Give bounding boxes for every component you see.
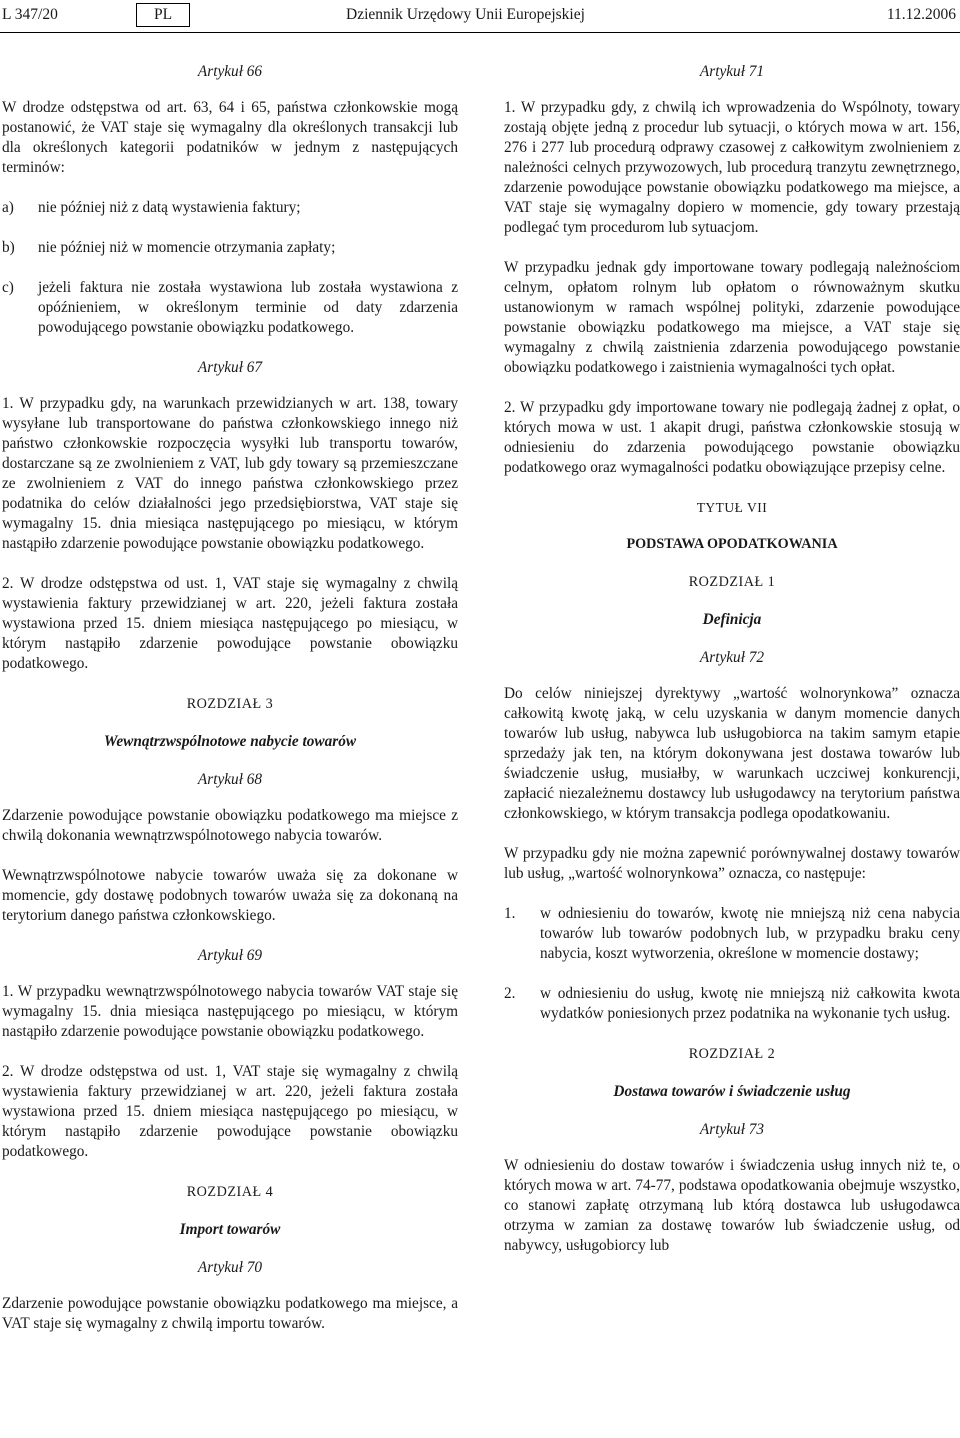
list-item	[2, 198, 458, 218]
chapter-3-label: ROZDZIAŁ 3	[186, 696, 274, 712]
list-item-label: 2.	[504, 985, 516, 1002]
article-66-heading: Artykuł 66	[197, 63, 263, 80]
list-item-text: w odniesieniu do usług, kwotę nie mniejszą niż całkowita kwota wydatków poniesionych przez podatnika na wykonanie tych usług.	[540, 985, 960, 1022]
article-69-heading: Artykuł 69	[197, 947, 263, 964]
right-column	[504, 62, 960, 1256]
list-item-text: jeżeli faktura nie została wystawiona lub została wystawiona z opóźnieniem, w określonym terminie od daty zdarzenia powodującego powstanie obowiązku podatkowego.	[38, 279, 458, 336]
journal-title: Dziennik Urzędowy Unii Europejskiej	[346, 6, 585, 23]
page-reference: L 347/20	[2, 6, 58, 23]
title-7-name: PODSTAWA OPODATKOWANIA	[626, 536, 838, 552]
article-71-para-3: 2. W przypadku gdy importowane towary nie podlegają żadnej z opłat, o których mowa w ust. 1 akapit drugi, państwa członkowskie stosują w odniesieniu do zdarzenia powodującego powstanie obowiązku podatkowego oraz wymagalności podatku obowiązujące przepisy celne.	[504, 399, 960, 476]
title-7-label: TYTUŁ VII	[696, 500, 768, 515]
article-72-para-2: W przypadku gdy nie można zapewnić porównywalnej dostawy towarów lub usług, „wartość wolnorynkowa” oznacza, co następuje:	[504, 845, 960, 882]
chapter-2-title: Dostawa towarów i świadczenie usług	[613, 1083, 851, 1100]
article-68-para-1: Zdarzenie powodujące powstanie obowiązku podatkowego ma miejsce z chwilą dokonania wewnątrzwspólnotowego nabycia towarów.	[2, 807, 458, 844]
chapter-1-title: Definicja	[702, 611, 762, 628]
list-item-text: nie później niż w momencie otrzymania zapłaty;	[38, 239, 336, 256]
article-71-para-2: W przypadku jednak gdy importowane towary podlegają należnościom celnym, opłatom rolnym lub opłatom o równoważnym skutku ustanowionym w ramach wspólnej polityki, zdarzenie powodujące powstanie obowiązku podatkowego ma miejsce, a VAT staje się wymagalny z chwilą zaistnienia zdarzenia powodującego powstanie obowiązku podatkowego i zaistnienia wymagalności tych opłat.	[504, 259, 960, 376]
article-66-intro: W drodze odstępstwa od art. 63, 64 i 65, państwa członkowskie mogą postanowić, że VAT staje się wymagalny dla określonych transakcji lub dla określonych kategorii podatników w jednym z następujących terminów:	[2, 99, 458, 176]
left-column	[2, 62, 458, 1334]
list-item-label: a)	[2, 199, 14, 216]
list-item	[2, 238, 458, 258]
article-71-para-1: 1. W przypadku gdy, z chwilą ich wprowadzenia do Wspólnoty, towary zostają objęte jedną z procedur lub sytuacji, o których mowa w art. 156, 276 i 277 lub procedurą odprawy czasowej z całkowitym zwolnieniem z należności celnych przywozowych, lub procedurą tranzytu zewnętrznego, zdarzenie powodujące powstanie obowiązku podatkowego ma miejsce, a VAT staje się wymagalny dopiero w momencie, gdy towary przestają podlegać tym procedurom lub sytuacjom.	[504, 99, 960, 236]
article-69-para-1: 1. W przypadku wewnątrzwspólnotowego nabycia towarów VAT staje się wymagalny 15. dnia miesiąca następującego po miesiącu, w którym nastąpiło zdarzenie powodujące powstanie obowiązku podatkowego.	[2, 983, 458, 1040]
article-71-heading: Artykuł 71	[699, 63, 765, 80]
list-item-label: c)	[2, 279, 14, 296]
article-68-heading: Artykuł 68	[197, 771, 263, 788]
chapter-1-label: ROZDZIAŁ 1	[688, 574, 776, 590]
list-item	[2, 278, 458, 338]
article-67-heading: Artykuł 67	[197, 359, 263, 376]
list-item	[504, 984, 960, 1024]
article-70-para-1: Zdarzenie powodujące powstanie obowiązku podatkowego ma miejsce, a VAT staje się wymagalny z chwilą importu towarów.	[2, 1295, 458, 1332]
article-67-para-1: 1. W przypadku gdy, na warunkach przewidzianych w art. 138, towary wysyłane lub transportowane do państwa członkowskiego innego niż państwo członkowskie rozpoczęcia wysyłki lub transportu towarów, dostarczane są ze zwolnieniem z VAT, lub gdy towary są przemieszczane ze zwolnieniem z VAT do innego państwa członkowskiego przez podatnika do celów działalności jego przedsiębiorstwa, VAT staje się wymagalny 15. dnia miesiąca następującego po miesiącu, w którym nastąpiło zdarzenie powodujące powstanie obowiązku podatkowego.	[2, 395, 458, 552]
page-header	[0, 0, 960, 33]
list-item-label: b)	[2, 239, 15, 256]
list-item-text: w odniesieniu do towarów, kwotę nie mniejszą niż cena nabycia towarów lub towarów podobnych lub, w przypadku braku ceny nabycia, koszt wytworzenia, określone w momencie dostawy;	[540, 905, 960, 962]
article-69-para-2: 2. W drodze odstępstwa od ust. 1, VAT staje się wymagalny z chwilą wystawienia faktury przewidzianej w art. 220, jeżeli faktura została wystawiona przed 15. dniem miesiąca następującego po miesiącu, w którym nastąpiło zdarzenie powodujące powstanie obowiązku podatkowego.	[2, 1063, 458, 1160]
list-item-label: 1.	[504, 905, 516, 922]
language-badge: PL	[136, 3, 190, 27]
publication-date: 11.12.2006	[886, 6, 956, 23]
chapter-2-label: ROZDZIAŁ 2	[688, 1046, 776, 1062]
chapter-3-title: Wewnątrzwspólnotowe nabycie towarów	[103, 733, 357, 750]
list-item	[504, 904, 960, 964]
article-72-heading: Artykuł 72	[699, 649, 765, 666]
article-73-heading: Artykuł 73	[699, 1121, 765, 1138]
article-72-para-1: Do celów niniejszej dyrektywy „wartość wolnorynkowa” oznacza całkowitą kwotę jaką, w celu uzyskania w danym momencie danych towarów lub usług, nabywca lub usługobiorca na takim samym etapie sprzedaży jak ten, na którym dokonywana jest dostawa towarów lub świadczenie usług, musiałby, w warunkach uczciwej konkurencji, zapłacić niezależnemu dostawcy lub usługodawcy na terytorium państwa członkowskiego, w którym transakcja podlega opodatkowaniu.	[504, 685, 960, 822]
list-item-text: nie później niż z datą wystawienia faktury;	[38, 199, 301, 216]
chapter-4-title: Import towarów	[179, 1221, 281, 1238]
article-68-para-2: Wewnątrzwspólnotowe nabycie towarów uważa się za dokonane w momencie, gdy dostawę podobnych towarów uważa się za dokonaną na terytorium danego państwa członkowskiego.	[2, 867, 458, 924]
article-70-heading: Artykuł 70	[197, 1259, 263, 1276]
article-73-para-1: W odniesieniu do dostaw towarów i świadczenia usług innych niż te, o których mowa w art. 74-77, podstawa opodatkowania obejmuje wszystko, co stanowi zapłatę otrzymaną lub którą dostawca lub usługodawca otrzyma w zamian za dostawę towarów lub świadczenie usług, od nabywcy, usługobiorcy lub	[504, 1157, 960, 1254]
article-67-para-2: 2. W drodze odstępstwa od ust. 1, VAT staje się wymagalny z chwilą wystawienia faktury przewidzianej w art. 220, jeżeli faktura została wystawiona przed 15. dniem miesiąca następującego po miesiącu, w którym nastąpiło zdarzenie powodujące powstanie obowiązku podatkowego.	[2, 575, 458, 672]
chapter-4-label: ROZDZIAŁ 4	[186, 1184, 274, 1200]
